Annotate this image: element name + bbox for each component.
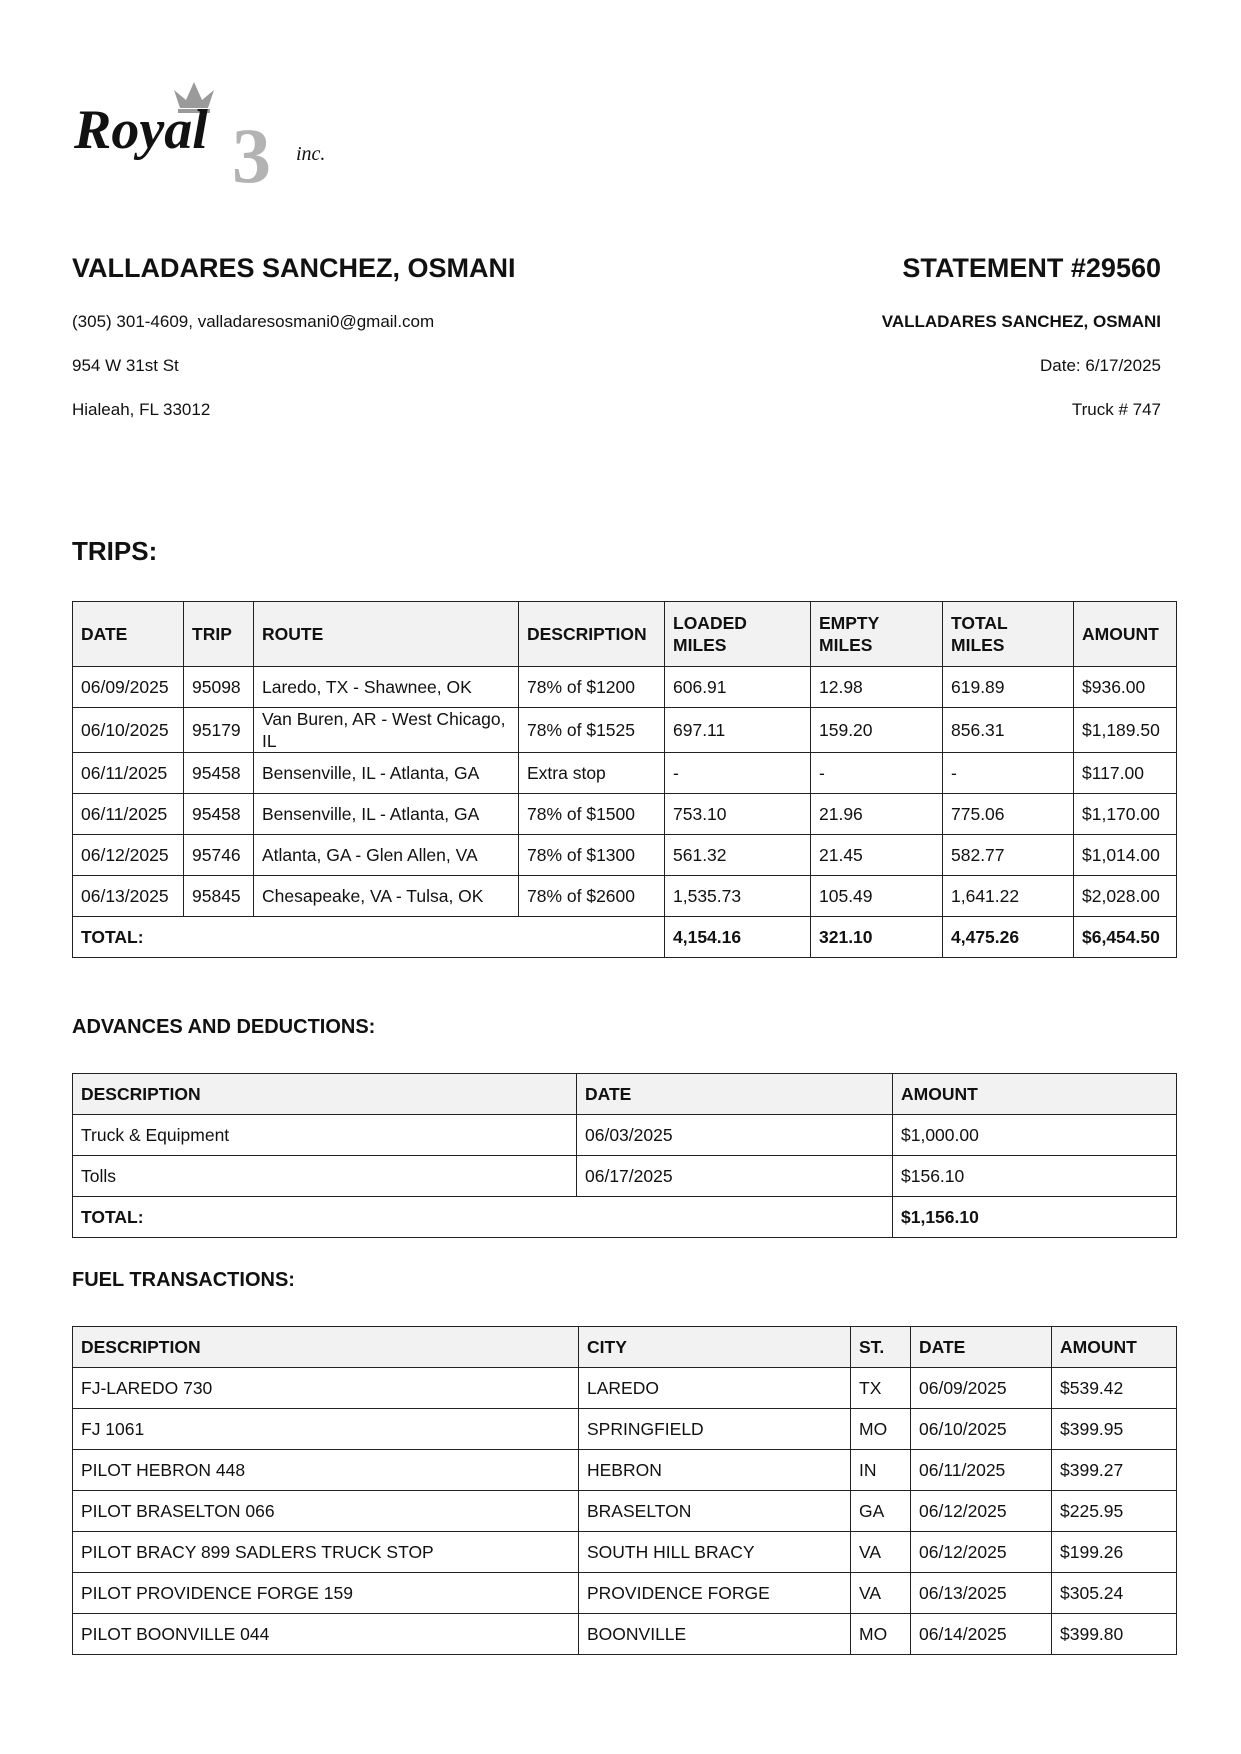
- amount-header: AMOUNT: [893, 1074, 1177, 1115]
- city-cell: LAREDO: [579, 1368, 851, 1409]
- city-cell: HEBRON: [579, 1450, 851, 1491]
- description-cell: Tolls: [73, 1156, 577, 1197]
- description-cell: PILOT BOONVILLE 044: [73, 1614, 579, 1655]
- city-cell: PROVIDENCE FORGE: [579, 1573, 851, 1614]
- deductions-total-row: [73, 1197, 1177, 1238]
- description-cell: FJ 1061: [73, 1409, 579, 1450]
- driver-contact: (305) 301-4609, valladaresosmani0@gmail.com: [72, 312, 435, 331]
- fuel-title: FUEL TRANSACTIONS:: [72, 1269, 295, 1291]
- trips-total-row: [73, 917, 1177, 958]
- city-cell: BRASELTON: [579, 1491, 851, 1532]
- trip-cell: 95746: [184, 835, 254, 876]
- table-row: [73, 1450, 1177, 1491]
- amount-cell: $199.26: [1052, 1532, 1177, 1573]
- city-cell: SOUTH HILL BRACY: [579, 1532, 851, 1573]
- loaded-miles-header: LOADED MILES: [665, 602, 811, 667]
- date-cell: 06/14/2025: [911, 1614, 1052, 1655]
- trip-cell: 95098: [184, 667, 254, 708]
- trip-header: TRIP: [184, 602, 254, 667]
- table-row: [73, 753, 1177, 794]
- total-empty-miles: 321.10: [811, 917, 943, 958]
- amount-cell: $399.95: [1052, 1409, 1177, 1450]
- amount-cell: $936.00: [1074, 667, 1177, 708]
- logo-number: 3: [232, 112, 271, 198]
- date-cell: 06/09/2025: [73, 667, 184, 708]
- route-cell: Atlanta, GA - Glen Allen, VA: [254, 835, 519, 876]
- state-cell: VA: [851, 1573, 911, 1614]
- statement-block: [902, 252, 1161, 284]
- total-loaded-miles: 4,154.16: [665, 917, 811, 958]
- trips-header-row: [73, 602, 1177, 667]
- description-cell: FJ-LAREDO 730: [73, 1368, 579, 1409]
- empty-miles-cell: 21.96: [811, 794, 943, 835]
- description-header: DESCRIPTION: [519, 602, 665, 667]
- total-miles-cell: -: [943, 753, 1074, 794]
- deductions-header-row: [73, 1074, 1177, 1115]
- amount-cell: $1,170.00: [1074, 794, 1177, 835]
- date-cell: 06/17/2025: [577, 1156, 893, 1197]
- driver-name: VALLADARES SANCHEZ, OSMANI: [72, 253, 516, 283]
- state-cell: VA: [851, 1532, 911, 1573]
- amount-cell: $399.80: [1052, 1614, 1177, 1655]
- date-cell: 06/11/2025: [911, 1450, 1052, 1491]
- table-row: [73, 1491, 1177, 1532]
- amount-cell: $539.42: [1052, 1368, 1177, 1409]
- date-cell: 06/12/2025: [911, 1491, 1052, 1532]
- date-cell: 06/12/2025: [911, 1532, 1052, 1573]
- date-cell: 06/11/2025: [73, 753, 184, 794]
- table-row: [73, 1614, 1177, 1655]
- empty-miles-cell: 105.49: [811, 876, 943, 917]
- loaded-miles-cell: 753.10: [665, 794, 811, 835]
- table-row: [73, 1115, 1177, 1156]
- fuel-header-row: [73, 1327, 1177, 1368]
- table-row: [73, 667, 1177, 708]
- date-cell: 06/03/2025: [577, 1115, 893, 1156]
- description-cell: 78% of $1200: [519, 667, 665, 708]
- amount-cell: $1,014.00: [1074, 835, 1177, 876]
- total-label: TOTAL:: [73, 917, 665, 958]
- table-row: [73, 1409, 1177, 1450]
- description-cell: PILOT BRASELTON 066: [73, 1491, 579, 1532]
- driver-street: 954 W 31st St: [72, 356, 179, 375]
- date-cell: 06/13/2025: [73, 876, 184, 917]
- deductions-table: [72, 1073, 1177, 1238]
- fuel-table: [72, 1326, 1177, 1655]
- empty-miles-header: EMPTY MILES: [811, 602, 943, 667]
- state-cell: GA: [851, 1491, 911, 1532]
- statement-date: Date: 6/17/2025: [1040, 356, 1161, 375]
- loaded-miles-cell: 606.91: [665, 667, 811, 708]
- description-header: DESCRIPTION: [73, 1327, 579, 1368]
- city-cell: BOONVILLE: [579, 1614, 851, 1655]
- state-header: ST.: [851, 1327, 911, 1368]
- amount-cell: $225.95: [1052, 1491, 1177, 1532]
- total-miles-header: TOTAL MILES: [943, 602, 1074, 667]
- total-amount: $6,454.50: [1074, 917, 1177, 958]
- route-header: ROUTE: [254, 602, 519, 667]
- state-cell: IN: [851, 1450, 911, 1491]
- state-cell: MO: [851, 1409, 911, 1450]
- trip-cell: 95179: [184, 708, 254, 753]
- amount-cell: $2,028.00: [1074, 876, 1177, 917]
- loaded-miles-cell: -: [665, 753, 811, 794]
- loaded-miles-cell: 1,535.73: [665, 876, 811, 917]
- route-cell: Bensenville, IL - Atlanta, GA: [254, 794, 519, 835]
- statement-title: STATEMENT #29560: [902, 253, 1161, 283]
- trip-cell: 95845: [184, 876, 254, 917]
- empty-miles-cell: -: [811, 753, 943, 794]
- table-row: [73, 1368, 1177, 1409]
- route-cell: Chesapeake, VA - Tulsa, OK: [254, 876, 519, 917]
- statement-name: VALLADARES SANCHEZ, OSMANI: [881, 312, 1161, 331]
- trip-cell: 95458: [184, 753, 254, 794]
- deductions-title: ADVANCES AND DEDUCTIONS:: [72, 1016, 376, 1038]
- logo-suffix: inc.: [296, 143, 326, 165]
- table-row: [73, 876, 1177, 917]
- company-logo: [74, 78, 384, 198]
- statement-truck: Truck # 747: [1071, 400, 1161, 419]
- total-miles-cell: 582.77: [943, 835, 1074, 876]
- description-cell: Extra stop: [519, 753, 665, 794]
- amount-cell: $117.00: [1074, 753, 1177, 794]
- table-row: [73, 708, 1177, 753]
- total-miles-cell: 1,641.22: [943, 876, 1074, 917]
- route-cell: Bensenville, IL - Atlanta, GA: [254, 753, 519, 794]
- amount-cell: $1,000.00: [893, 1115, 1177, 1156]
- description-cell: 78% of $1525: [519, 708, 665, 753]
- driver-block: [72, 252, 516, 284]
- amount-cell: $305.24: [1052, 1573, 1177, 1614]
- table-row: [73, 794, 1177, 835]
- description-cell: 78% of $1500: [519, 794, 665, 835]
- amount-cell: $1,189.50: [1074, 708, 1177, 753]
- description-cell: 78% of $1300: [519, 835, 665, 876]
- date-cell: 06/09/2025: [911, 1368, 1052, 1409]
- description-cell: PILOT BRACY 899 SADLERS TRUCK STOP: [73, 1532, 579, 1573]
- description-cell: 78% of $2600: [519, 876, 665, 917]
- table-row: [73, 1532, 1177, 1573]
- table-row: [73, 1156, 1177, 1197]
- logo-wordmark: Royal: [74, 99, 208, 161]
- total-amount: $1,156.10: [893, 1197, 1177, 1238]
- driver-city: Hialeah, FL 33012: [72, 400, 211, 419]
- trips-title: TRIPS:: [72, 536, 158, 566]
- date-cell: 06/11/2025: [73, 794, 184, 835]
- state-cell: TX: [851, 1368, 911, 1409]
- loaded-miles-cell: 697.11: [665, 708, 811, 753]
- city-cell: SPRINGFIELD: [579, 1409, 851, 1450]
- empty-miles-cell: 12.98: [811, 667, 943, 708]
- table-row: [73, 1573, 1177, 1614]
- date-header: DATE: [73, 602, 184, 667]
- amount-header: AMOUNT: [1074, 602, 1177, 667]
- loaded-miles-cell: 561.32: [665, 835, 811, 876]
- trips-table: [72, 601, 1177, 958]
- total-miles-cell: 775.06: [943, 794, 1074, 835]
- empty-miles-cell: 21.45: [811, 835, 943, 876]
- route-cell: Laredo, TX - Shawnee, OK: [254, 667, 519, 708]
- description-cell: PILOT PROVIDENCE FORGE 159: [73, 1573, 579, 1614]
- date-cell: 06/13/2025: [911, 1573, 1052, 1614]
- date-cell: 06/10/2025: [911, 1409, 1052, 1450]
- total-total-miles: 4,475.26: [943, 917, 1074, 958]
- amount-header: AMOUNT: [1052, 1327, 1177, 1368]
- total-miles-cell: 856.31: [943, 708, 1074, 753]
- amount-cell: $156.10: [893, 1156, 1177, 1197]
- state-cell: MO: [851, 1614, 911, 1655]
- amount-cell: $399.27: [1052, 1450, 1177, 1491]
- date-header: DATE: [911, 1327, 1052, 1368]
- description-header: DESCRIPTION: [73, 1074, 577, 1115]
- total-miles-cell: 619.89: [943, 667, 1074, 708]
- date-cell: 06/12/2025: [73, 835, 184, 876]
- date-header: DATE: [577, 1074, 893, 1115]
- description-cell: PILOT HEBRON 448: [73, 1450, 579, 1491]
- empty-miles-cell: 159.20: [811, 708, 943, 753]
- date-cell: 06/10/2025: [73, 708, 184, 753]
- route-cell: Van Buren, AR - West Chicago, IL: [254, 708, 519, 753]
- total-label: TOTAL:: [73, 1197, 893, 1238]
- trip-cell: 95458: [184, 794, 254, 835]
- table-row: [73, 835, 1177, 876]
- description-cell: Truck & Equipment: [73, 1115, 577, 1156]
- city-header: CITY: [579, 1327, 851, 1368]
